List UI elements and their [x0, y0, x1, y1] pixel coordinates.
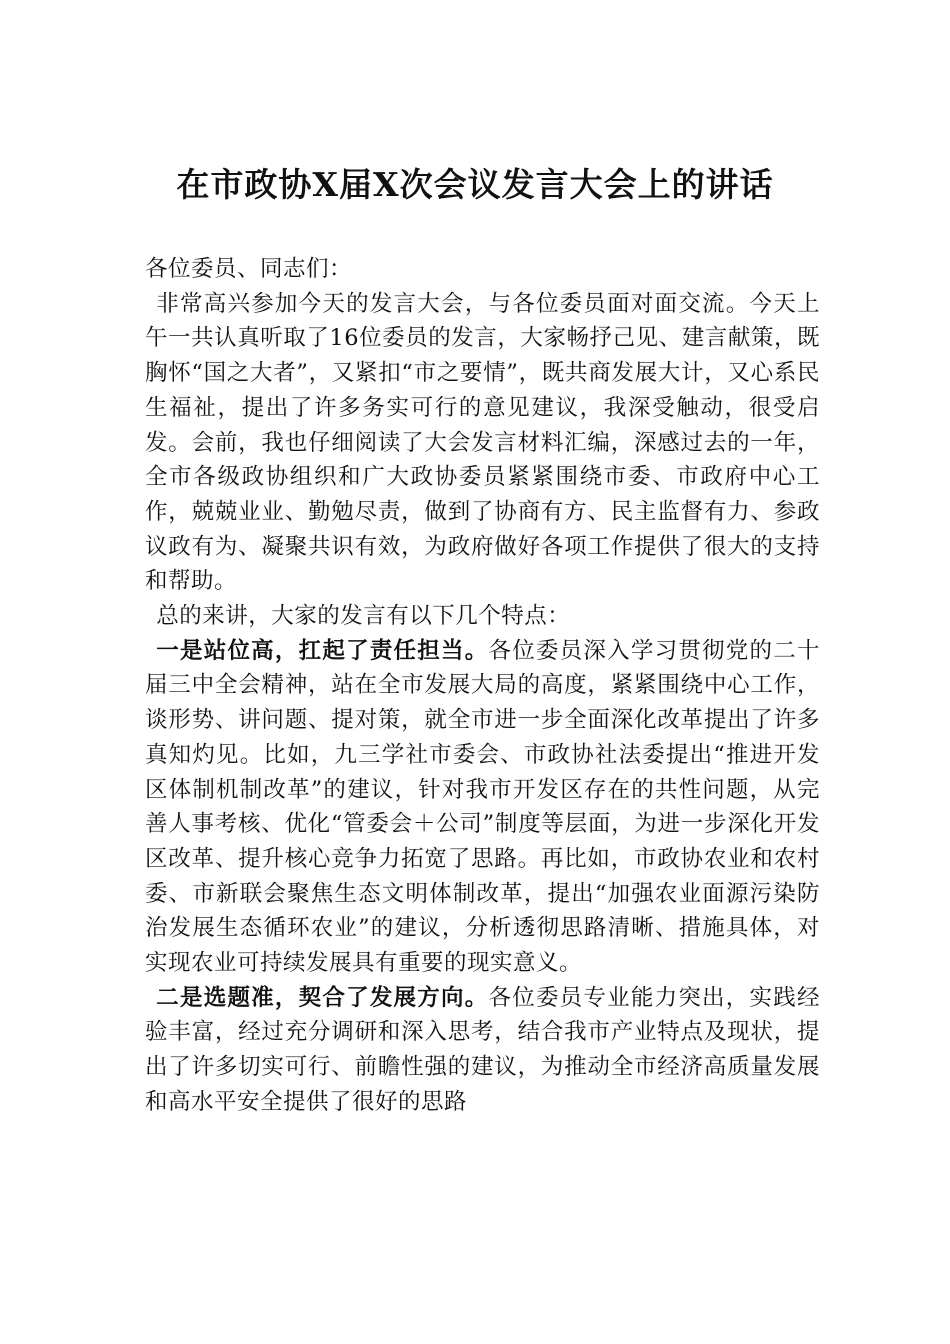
paragraph-summary	[145, 599, 820, 634]
document-body	[145, 252, 820, 1120]
paragraph-text: 各位委员深入学习贯彻党的二十届三中全会精神，站在全市发展大局的高度，紧紧围绕中心工作，谈形势、讲问题、提对策，就全市进一步全面深化改革提出了许多真知灼见。比如，九三学社市委会、市政协社法委提出“推进开发区体制机制改革”的建议，针对我市开发区存在的共性问题，从完善人事考核、优化“管委会＋公司”制度等层面，为进一步深化开发区改革、提升核心竞争力拓宽了思路。再比如，市政协农业和农村委、市新联会聚焦生态文明体制改革，提出“加强农业面源污染防治发展生态循环农业”的建议，分析透彻思路清晰、措施具体，对实现农业可持续发展具有重要的现实意义。	[145, 637, 820, 977]
paragraph-point-one	[145, 634, 820, 981]
paragraph-text: 总的来讲，大家的发言有以下几个特点：	[156, 603, 571, 630]
paragraph-point-two	[145, 981, 820, 1120]
greeting: 各位委员、同志们：	[145, 256, 353, 282]
paragraph-opening	[145, 287, 820, 599]
document-title: 在市政协X届X次会议发言大会上的讲话	[176, 165, 774, 204]
paragraph-lead: 一是站位高，扛起了责任担当。	[156, 637, 489, 664]
paragraph-text: 各位委员专业能力突出，实践经验丰富，经过充分调研和深入思考，结合我市产业特点及现状，提出了许多切实可行、前瞻性强的建议，为推动全市经济高质量发展和高水平安全提供了很好的思路	[145, 984, 820, 1115]
paragraph-text: 非常高兴参加今天的发言大会，与各位委员面对面交流。今天上午一共认真听取了16位委员的发言，大家畅抒己见、建言献策，既胸怀“国之大者”，又紧扣“市之要情”，既共商发展大计，又心系民生福祉，提出了许多务实可行的意见建议，我深受触动，很受启发。会前，我也仔细阅读了大会发言材料汇编，深感过去的一年，全市各级政协组织和广大政协委员紧紧围绕市委、市政府中心工作，兢兢业业、勤勉尽责，做到了协商有方、民主监督有力、参政议政有为、凝聚共识有效，为政府做好各项工作提供了很大的支持和帮助。	[145, 290, 820, 595]
paragraph-lead: 二是选题准，契合了发展方向。	[156, 984, 489, 1011]
